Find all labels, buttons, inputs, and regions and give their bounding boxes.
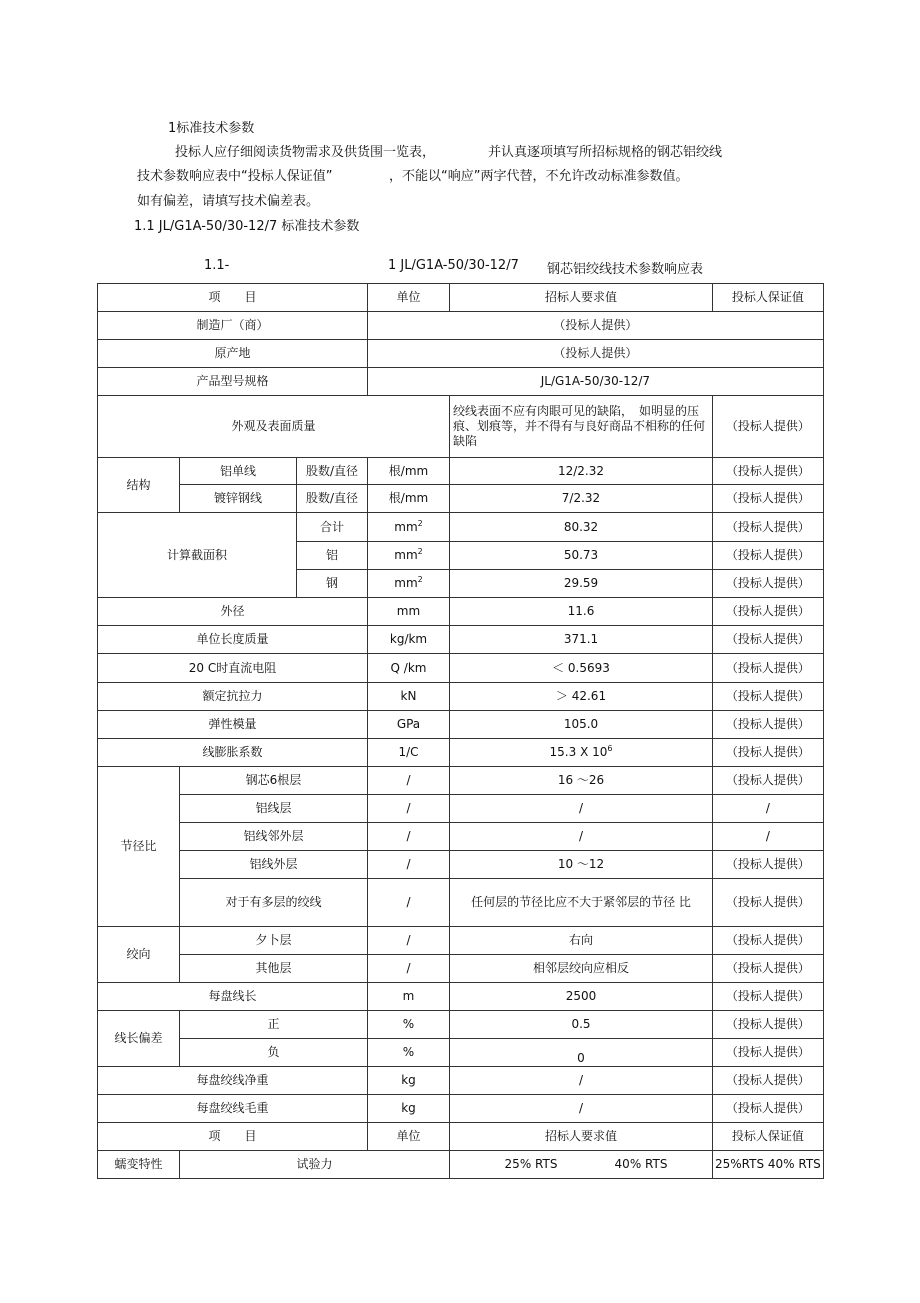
row-label: 外径 <box>98 598 368 626</box>
header-unit: 单位 <box>368 1123 450 1151</box>
table-row <box>98 739 824 767</box>
cell-unit: $mm^2$ <box>368 513 450 542</box>
cell-guarantee: （投标人提供） <box>713 458 824 485</box>
cell-unit: / <box>368 767 450 795</box>
group-label: 线长偏差 <box>98 1011 180 1067</box>
sub-label: 钢 <box>297 570 368 598</box>
cell-value: 相邻层绞向应相反 <box>450 955 713 983</box>
sub-label: 股数/直径 <box>297 485 368 513</box>
cell-unit: GPa <box>368 711 450 739</box>
cell-unit: kg <box>368 1095 450 1123</box>
cell-unit: / <box>368 823 450 851</box>
cell-value <box>450 1151 713 1179</box>
row-label: 对于有多层的绞线 <box>180 879 368 927</box>
table-row <box>98 598 824 626</box>
table-row <box>98 312 824 340</box>
cell-unit: kg/km <box>368 626 450 654</box>
intro-line3: 如有偏差，请填写技术偏差表。 <box>137 194 320 209</box>
cell-guarantee: （投标人提供） <box>713 711 824 739</box>
cell-guarantee: 25%RTS 40% RTS <box>713 1151 824 1179</box>
row-label: 夕卜层 <box>180 927 368 955</box>
cell-guarantee: （投标人提供） <box>713 983 824 1011</box>
header-item: 项 目 <box>98 1123 368 1151</box>
table-row <box>98 823 824 851</box>
cell-unit: / <box>368 955 450 983</box>
cell-unit: kN <box>368 683 450 711</box>
row-label: 每盘线长 <box>98 983 368 1011</box>
table-row <box>98 795 824 823</box>
cell-value: （投标人提供） <box>368 312 824 340</box>
rts-40: 40% RTS <box>614 1157 668 1171</box>
cell-value: ＜ 0.5693 <box>450 654 713 683</box>
cell-unit: Q /km <box>368 654 450 683</box>
group-label: 节径比 <box>98 767 180 927</box>
intro-line2: 技术参数响应表中“投标人保证值” <box>137 169 333 184</box>
cell-guarantee: （投标人提供） <box>713 927 824 955</box>
table-row <box>98 513 824 542</box>
cell-guarantee: （投标人提供） <box>713 683 824 711</box>
table-row <box>98 1067 824 1095</box>
cell-unit: 根/mm <box>368 458 450 485</box>
table-row <box>98 396 824 458</box>
cell-value: / <box>450 795 713 823</box>
cell-value: （投标人提供） <box>368 340 824 368</box>
group-label: 计算截面积 <box>98 513 297 598</box>
cell-value: / <box>450 1067 713 1095</box>
row-label: 铝线邻外层 <box>180 823 368 851</box>
cell-guarantee: （投标人提供） <box>713 955 824 983</box>
cell-value: 29.59 <box>450 570 713 598</box>
cell-guarantee: （投标人提供） <box>713 654 824 683</box>
row-label: 镀锌钢线 <box>180 485 297 513</box>
row-label: 制造厂（商） <box>98 312 368 340</box>
cell-guarantee: （投标人提供） <box>713 396 824 458</box>
caption-title: 钢芯铝绞线技术参数响应表 <box>547 262 704 277</box>
table-row <box>98 1011 824 1039</box>
intro-line1: 投标人应仔细阅读货物需求及供货围一览表， <box>175 145 436 160</box>
table-row <box>98 458 824 485</box>
row-label: 单位长度质量 <box>98 626 368 654</box>
expansion-exponent: 6 <box>607 744 613 753</box>
cell-guarantee: （投标人提供） <box>713 851 824 879</box>
cell-value: 50.73 <box>450 542 713 570</box>
cell-guarantee: （投标人提供） <box>713 1067 824 1095</box>
cell-guarantee: （投标人提供） <box>713 485 824 513</box>
cell-unit: % <box>368 1039 450 1067</box>
table-row <box>98 340 824 368</box>
expansion-base: 15.3 X 10 <box>549 745 608 759</box>
row-label: 产品型号规格 <box>98 368 368 396</box>
intro-line1b: 并认真逐项填写所招标规格的钢芯铝绞线 <box>488 145 723 160</box>
table-row <box>98 485 824 513</box>
row-label: 铝单线 <box>180 458 297 485</box>
cell-value: 371.1 <box>450 626 713 654</box>
row-label: 其他层 <box>180 955 368 983</box>
header-item: 项 目 <box>98 284 368 312</box>
row-label: 正 <box>180 1011 368 1039</box>
table-row <box>98 927 824 955</box>
cell-unit: / <box>368 795 450 823</box>
cell-value: 80.32 <box>450 513 713 542</box>
cell-unit: / <box>368 879 450 927</box>
cell-unit: / <box>368 927 450 955</box>
table-row <box>98 1095 824 1123</box>
cell-value: 105.0 <box>450 711 713 739</box>
cell-guarantee: （投标人提供） <box>713 1039 824 1067</box>
row-label: 每盘绞线净重 <box>98 1067 368 1095</box>
row-label: 额定抗拉力 <box>98 683 368 711</box>
table-row <box>98 683 824 711</box>
row-label: 负 <box>180 1039 368 1067</box>
cell-value: / <box>450 823 713 851</box>
cell-value: 10 ～12 <box>450 851 713 879</box>
row-label: 弹性模量 <box>98 711 368 739</box>
cell-guarantee: （投标人提供） <box>713 767 824 795</box>
cell-value: 16 ～26 <box>450 767 713 795</box>
group-label: 蠕变特性 <box>98 1151 180 1179</box>
row-label: 钢芯6根层 <box>180 767 368 795</box>
cell-guarantee: （投标人提供） <box>713 570 824 598</box>
row-label: 线膨胀系数 <box>98 739 368 767</box>
table-row <box>98 983 824 1011</box>
cell-value: 11.6 <box>450 598 713 626</box>
cell-unit: / <box>368 851 450 879</box>
header-unit: 单位 <box>368 284 450 312</box>
caption-model: 1 JL/G1A-50/30-12/7 <box>388 258 519 273</box>
table-row <box>98 284 824 312</box>
row-label: 铝线外层 <box>180 851 368 879</box>
table-row <box>98 626 824 654</box>
table-row <box>98 767 824 795</box>
row-label: 铝线层 <box>180 795 368 823</box>
cell-guarantee: （投标人提供） <box>713 1095 824 1123</box>
table-row <box>98 1123 824 1151</box>
header-requirement: 招标人要求值 <box>450 1123 713 1151</box>
cell-guarantee: （投标人提供） <box>713 513 824 542</box>
cell-value: 12/2.32 <box>450 458 713 485</box>
row-label: 外观及表面质量 <box>98 396 450 458</box>
table-row <box>98 1151 824 1179</box>
sub-label: 股数/直径 <box>297 458 368 485</box>
cell-guarantee: / <box>713 795 824 823</box>
sub-label: 合计 <box>297 513 368 542</box>
table-row <box>98 368 824 396</box>
row-label: 20 C时直流电阻 <box>98 654 368 683</box>
cell-unit: mm <box>368 598 450 626</box>
table-row <box>98 1039 824 1067</box>
cell-value: 任何层的节径比应不大于紧邻层的节径 比 <box>450 879 713 927</box>
cell-value <box>450 739 713 767</box>
header-guarantee: 投标人保证值 <box>713 284 824 312</box>
cell-value: / <box>450 1095 713 1123</box>
group-label: 绞向 <box>98 927 180 983</box>
cell-value: 2500 <box>450 983 713 1011</box>
cell-unit: % <box>368 1011 450 1039</box>
cell-unit: 根/mm <box>368 485 450 513</box>
unit-text: mm <box>394 519 418 534</box>
parameter-table <box>97 283 824 1179</box>
cell-unit: $mm^2$ <box>368 542 450 570</box>
rts-25: 25% RTS <box>504 1157 558 1171</box>
table-row <box>98 955 824 983</box>
cell-guarantee: / <box>713 823 824 851</box>
unit-text: mm <box>394 548 418 562</box>
cell-value: 0.5 <box>450 1011 713 1039</box>
section-title: 1.1 JL/G1A-50/30-12/7 标准技术参数 <box>134 219 360 234</box>
cell-value: 绞线表面不应有肉眼可见的缺陷， 如明显的压痕、划痕等，并不得有与良好商品不相称的任何缺陷 <box>450 396 713 458</box>
cell-value: ＞ 42.61 <box>450 683 713 711</box>
cell-unit: 1/C <box>368 739 450 767</box>
table-row <box>98 711 824 739</box>
heading: 1标准技术参数 <box>168 121 255 136</box>
caption-number: 1.1- <box>204 258 230 273</box>
table-row <box>98 654 824 683</box>
cell-guarantee: （投标人提供） <box>713 739 824 767</box>
cell-guarantee: （投标人提供） <box>713 542 824 570</box>
header-requirement: 招标人要求值 <box>450 284 713 312</box>
cell-guarantee: （投标人提供） <box>713 626 824 654</box>
cell-value: 0 <box>450 1039 713 1067</box>
cell-unit: m <box>368 983 450 1011</box>
header-guarantee: 投标人保证值 <box>713 1123 824 1151</box>
intro-line2b: ，不能以“响应”两字代替，不允许改动标准参数值。 <box>389 169 689 184</box>
cell-guarantee: （投标人提供） <box>713 1011 824 1039</box>
cell-guarantee: （投标人提供） <box>713 879 824 927</box>
row-label: 每盘绞线毛重 <box>98 1095 368 1123</box>
sub-label: 铝 <box>297 542 368 570</box>
group-label: 结构 <box>98 458 180 513</box>
cell-value: 右向 <box>450 927 713 955</box>
table-row <box>98 879 824 927</box>
table-row <box>98 851 824 879</box>
row-label: 原产地 <box>98 340 368 368</box>
row-label: 试验力 <box>180 1151 450 1179</box>
cell-value: 7/2.32 <box>450 485 713 513</box>
cell-unit: $mm^2$ <box>368 570 450 598</box>
cell-value: JL/G1A-50/30-12/7 <box>368 368 824 396</box>
cell-guarantee: （投标人提供） <box>713 598 824 626</box>
cell-unit: kg <box>368 1067 450 1095</box>
unit-text: mm <box>394 576 418 590</box>
